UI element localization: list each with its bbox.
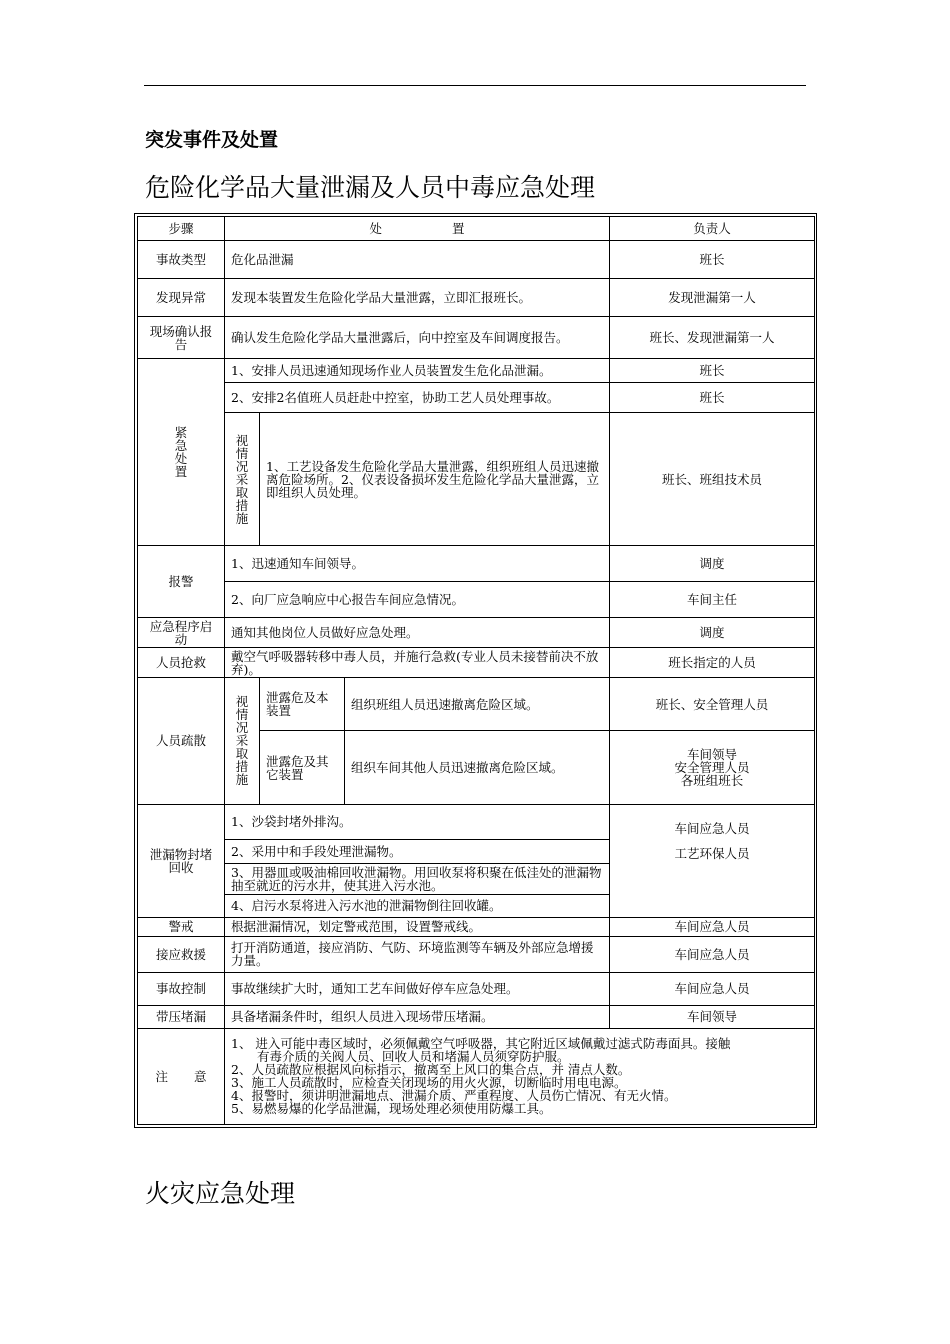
step-cell: 人员疏散	[138, 678, 225, 804]
owner-cell: 班长指定的人员	[610, 648, 815, 678]
table-row	[138, 317, 815, 359]
table-row	[138, 1028, 815, 1124]
action-cell: 危化品泄漏	[225, 241, 610, 279]
owner-cell: 调度	[610, 618, 815, 648]
action-cell: 组织班组人员迅速撤离危险区域。	[345, 678, 610, 731]
action-cell: 1、沙袋封堵外排沟。	[225, 804, 610, 839]
action-cell: 3、用器皿或吸油棉回收泄漏物。用回收泵将积聚在低洼处的泄漏物抽至就近的污水井，使其进入污水池。	[225, 863, 610, 894]
action-cell: 戴空气呼吸器转移中毒人员，并施行急救(专业人员未接替前决不放弃)。	[225, 648, 610, 678]
header-owner: 负责人	[610, 217, 815, 241]
sub-step-vertical: 视情况采取措施	[225, 678, 260, 804]
table-row	[138, 1005, 815, 1028]
action-cell: 组织车间其他人员迅速撤离危险区域。	[345, 731, 610, 804]
section-title: 突发事件及处置	[145, 129, 279, 151]
action-cell: 通知其他岗位人员做好应急处理。	[225, 618, 610, 648]
owner-cell: 车间应急人员	[610, 936, 815, 972]
owner-cell: 班长、安全管理人员	[610, 678, 815, 731]
table-row	[138, 413, 815, 546]
owner-cell: 发现泄漏第一人	[610, 279, 815, 317]
owner-cell: 车间应急人员	[610, 917, 815, 936]
step-cell: 报警	[138, 546, 225, 618]
owner-cell: 班长、班组技术员	[610, 413, 815, 546]
table-row	[138, 648, 815, 678]
header-step: 步骤	[138, 217, 225, 241]
action-cell: 2、安排2名值班人员赶赴中控室，协助工艺人员处理事故。	[225, 383, 610, 413]
step-cell: 应急程序启动	[138, 618, 225, 648]
step-cell: 带压堵漏	[138, 1005, 225, 1028]
action-cell: 2、采用中和手段处理泄漏物。	[225, 839, 610, 863]
step-cell: 现场确认报告	[138, 317, 225, 359]
next-section-title: 火灾应急处理	[145, 1179, 296, 1208]
action-cell: 1、迅速通知车间领导。	[225, 546, 610, 582]
step-cell: 警戒	[138, 917, 225, 936]
notes-cell: 1、 进入可能中毒区域时，必须佩戴空气呼吸器，其它附近区域佩戴过滤式防毒面具。接触 有毒介质的关阀人员、回收人员和堵漏人员须穿防护服。 2、人员疏散应根据风向标指示，撤离至上风口的集合点，并 清点人数。 3、施工人员疏散时，应检查关闭现场的用火火源，切断临时用电电源。 4、报警时，须讲明泄漏地点、泄漏介质、严重程度、人员伤亡情况、有无火情。 5、易燃易爆的化学品泄漏，现场处理必须使用防爆工具。	[225, 1028, 815, 1124]
step-cell-vertical: 紧急处置	[138, 359, 225, 546]
table-row	[138, 804, 815, 839]
owner-cell: 班长、发现泄漏第一人	[610, 317, 815, 359]
sub-step-vertical: 视情况采取措施	[225, 413, 260, 546]
owner-cell: 班长	[610, 241, 815, 279]
table-row	[138, 678, 815, 731]
owner-cell: 车间主任	[610, 582, 815, 618]
table-row	[138, 546, 815, 582]
action-cell: 根据泄漏情况，划定警戒范围，设置警戒线。	[225, 917, 610, 936]
action-cell: 发现本装置发生危险化学品大量泄露，立即汇报班长。	[225, 279, 610, 317]
step-cell: 事故类型	[138, 241, 225, 279]
step-cell: 发现异常	[138, 279, 225, 317]
action-cell: 事故继续扩大时，通知工艺车间做好停车应急处理。	[225, 972, 610, 1005]
action-cell: 1、工艺设备发生危险化学品大量泄露，组织班组人员迅速撤离危险场所。2、仪表设备损坏发生危险化学品大量泄露，立即组织人员处理。	[260, 413, 610, 546]
step-cell: 事故控制	[138, 972, 225, 1005]
action-cell: 4、启污水泵将进入污水池的泄漏物倒往回收罐。	[225, 894, 610, 917]
table-row	[138, 936, 815, 972]
owner-cell: 调度	[610, 546, 815, 582]
table-header-row	[138, 217, 815, 241]
table-row	[138, 279, 815, 317]
owner-cell: 车间领导	[610, 1005, 815, 1028]
table-row	[138, 582, 815, 618]
table-row	[138, 917, 815, 936]
action-cell: 确认发生危险化学品大量泄露后，向中控室及车间调度报告。	[225, 317, 610, 359]
notes-step-cell: 注 意	[138, 1028, 225, 1124]
procedure-table	[137, 216, 815, 1125]
owner-cell: 车间领导 安全管理人员 各班组班长	[610, 731, 815, 804]
step-cell: 泄漏物封堵回收	[138, 804, 225, 917]
table-row	[138, 618, 815, 648]
header-rule	[144, 85, 806, 86]
owner-cell: 班长	[610, 383, 815, 413]
owner-cell: 班长	[610, 359, 815, 383]
owner-cell: 车间应急人员 工艺环保人员	[610, 804, 815, 917]
action-cell: 1、安排人员迅速通知现场作业人员装置发生危化品泄漏。	[225, 359, 610, 383]
step-cell: 人员抢救	[138, 648, 225, 678]
owner-cell: 车间应急人员	[610, 972, 815, 1005]
header-action: 处 置	[225, 217, 610, 241]
case-cell: 泄露危及其它装置	[260, 731, 345, 804]
table-row	[138, 359, 815, 383]
table-row	[138, 972, 815, 1005]
case-cell: 泄露危及本装置	[260, 678, 345, 731]
action-cell: 2、向厂应急响应中心报告车间应急情况。	[225, 582, 610, 618]
action-cell: 具备堵漏条件时，组织人员进入现场带压堵漏。	[225, 1005, 610, 1028]
action-cell: 打开消防通道，接应消防、气防、环境监测等车辆及外部应急增援力量。	[225, 936, 610, 972]
table-row	[138, 241, 815, 279]
table-row	[138, 383, 815, 413]
step-cell: 接应救援	[138, 936, 225, 972]
document-title: 危险化学品大量泄漏及人员中毒应急处理	[145, 173, 596, 202]
